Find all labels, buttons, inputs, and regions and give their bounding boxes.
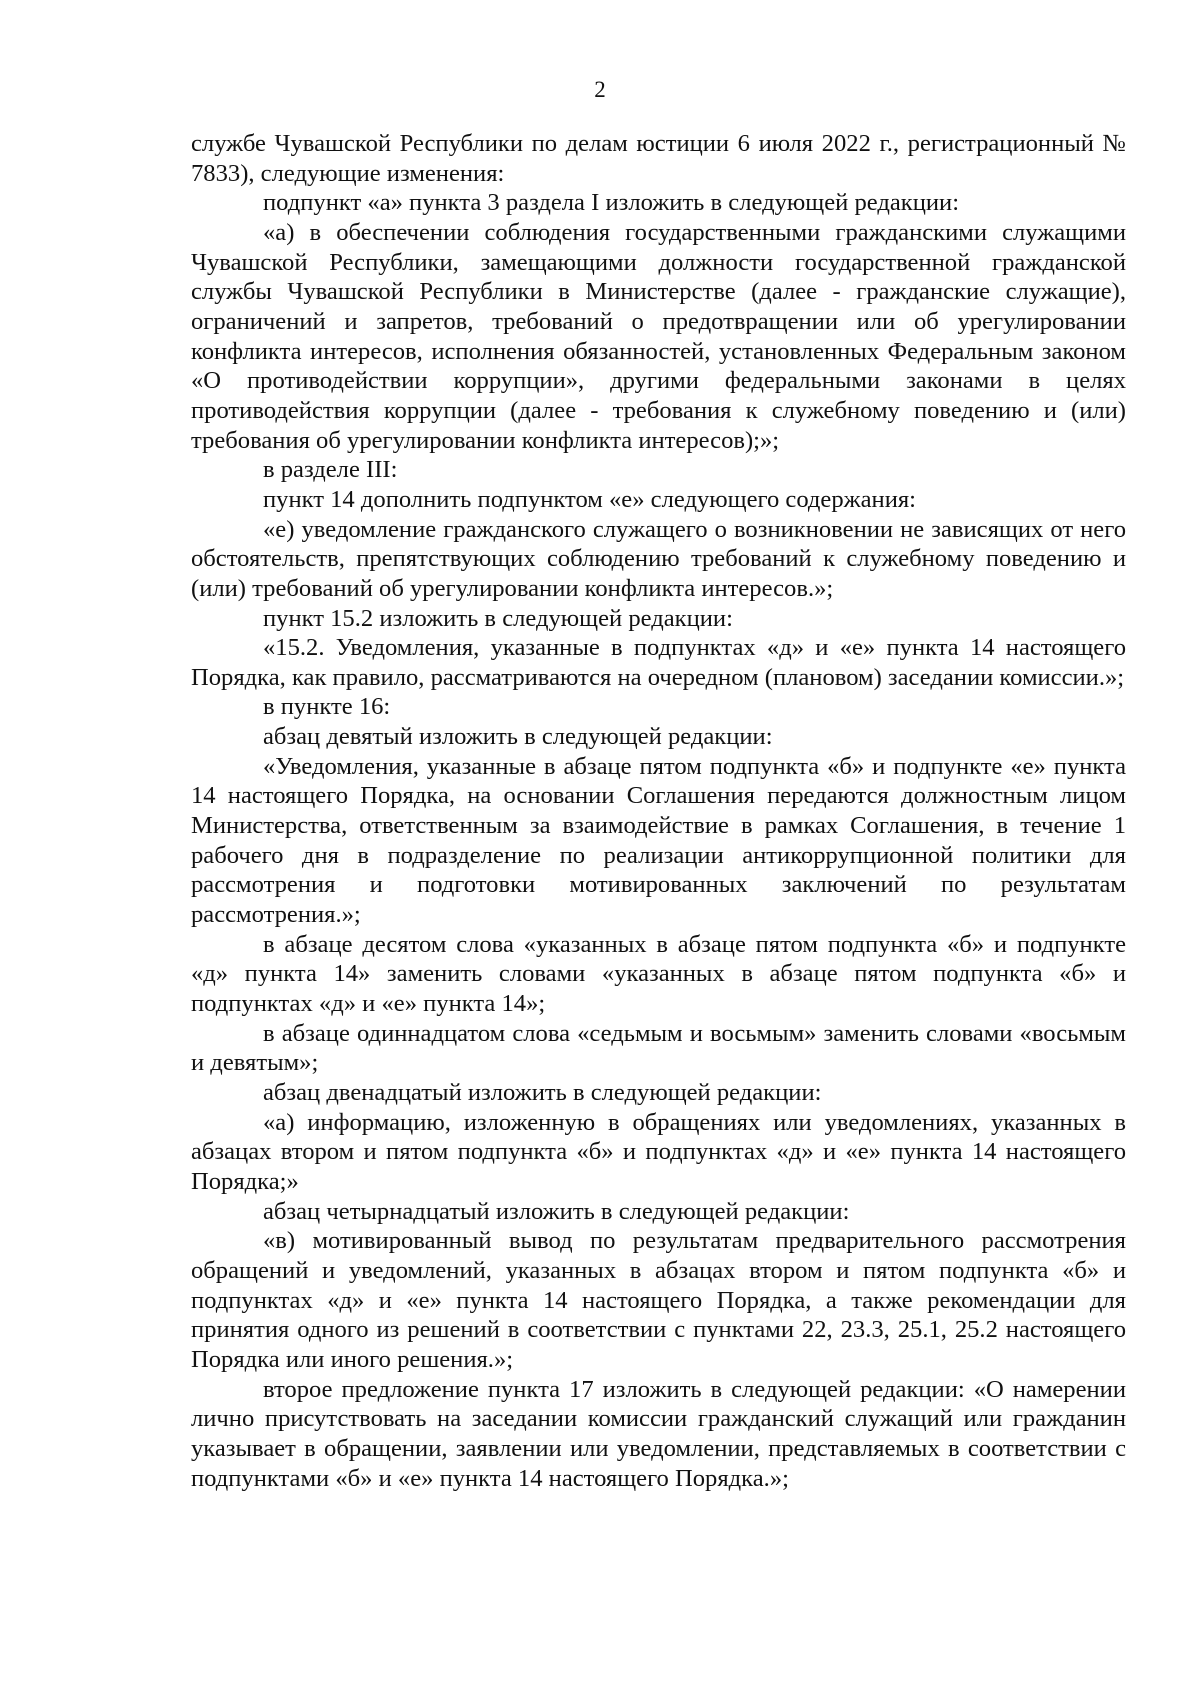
paragraph: службе Чувашской Республики по делам юстиции 6 июля 2022 г., регистрационный № 7833), следующие изменения:: [191, 130, 1126, 187]
paragraph: «е) уведомление гражданского служащего о возникновении не зависящих от него обстоятельств, препятствующих соблюдению требований к служебному поведению и (или) требований об урегулировании конфликта интересов.»;: [191, 515, 1126, 602]
paragraph: в абзаце одиннадцатом слова «седьмым и восьмым» заменить словами «восьмым и девятым»;: [191, 1019, 1126, 1077]
paragraph: «15.2. Уведомления, указанные в подпунктах «д» и «е» пункта 14 настоящего Порядка, как правило, рассматриваются на очередном (плановом) заседании комиссии.»;: [191, 634, 1126, 691]
paragraph: абзац двенадцатый изложить в следующей редакции:: [263, 1079, 822, 1106]
paragraph: абзац девятый изложить в следующей редакции:: [263, 723, 773, 751]
paragraph: в абзаце десятом слова «указанных в абзаце пятом подпункта «б» и подпункте «д» пункта 14» заменить словами «указанных в абзаце пятом подпункта «б» и подпунктах «д» и «е» пункта 14»;: [191, 930, 1126, 1018]
document-body: [191, 129, 1126, 1493]
paragraph: пункт 14 дополнить подпунктом «е» следующего содержания:: [263, 485, 917, 513]
paragraph: в разделе III:: [263, 456, 398, 484]
paragraph: «а) информацию, изложенную в обращениях или уведомлениях, указанных в абзацах втором и пятом подпункта «б» и подпунктах «д» и «е» пункта 14 настоящего Порядка;»: [191, 1108, 1126, 1195]
paragraph: «Уведомления, указанные в абзаце пятом подпункта «б» и подпункте «е» пункта 14 настоящего Порядка, на основании Соглашения передаются должностным лицом Министерства, ответственным за взаимодействие в рамках Соглашения, в течение 1 рабочего дня в подразделение по реализации антикоррупционной политики для рассмотрения и подготовки мотивированных заключений по результатам рассмотрения.»;: [191, 752, 1126, 929]
page-number: 2: [594, 77, 606, 102]
paragraph: пункт 15.2 изложить в следующей редакции:: [263, 604, 733, 632]
paragraph: «а) в обеспечении соблюдения государственными гражданскими служащими Чувашской Республики, замещающими должности государственной гражданской службы Чувашской Республики в Министерстве (далее - гражданские служащие), ограничений и запретов, требований о предотвращении или об урегулировании конфликта интересов, исполнения обязанностей, установленных Федеральным законом «О противодействии коррупции», другими федеральными законами в целях противодействия коррупции (далее - требования к служебному поведению и (или) требования об урегулировании конфликта интересов);»;: [191, 218, 1126, 454]
paragraph: абзац четырнадцатый изложить в следующей редакции:: [263, 1197, 850, 1225]
paragraph: в пункте 16:: [263, 693, 391, 721]
paragraph: подпункт «а» пункта 3 раздела I изложить в следующей редакции:: [263, 189, 960, 217]
paragraph: «в) мотивированный вывод по результатам предварительного рассмотрения обращений и уведомлений, указанных в абзацах втором и пятом подпункта «б» и подпунктах «д» и «е» пункта 14 настоящего Порядка, а также рекомендации для принятия одного из решений в соответствии с пунктами 22, 23.3, 25.1, 25.2 настоящего Порядка или иного решения.»;: [191, 1227, 1126, 1373]
paragraph: второе предложение пункта 17 изложить в следующей редакции: «О намерении лично присутствовать на заседании комиссии гражданский служащий или гражданин указывает в обращении, заявлении или уведомлении, представляемых в соответствии с подпунктами «б» и «е» пункта 14 настоящего Порядка.»;: [191, 1375, 1126, 1492]
